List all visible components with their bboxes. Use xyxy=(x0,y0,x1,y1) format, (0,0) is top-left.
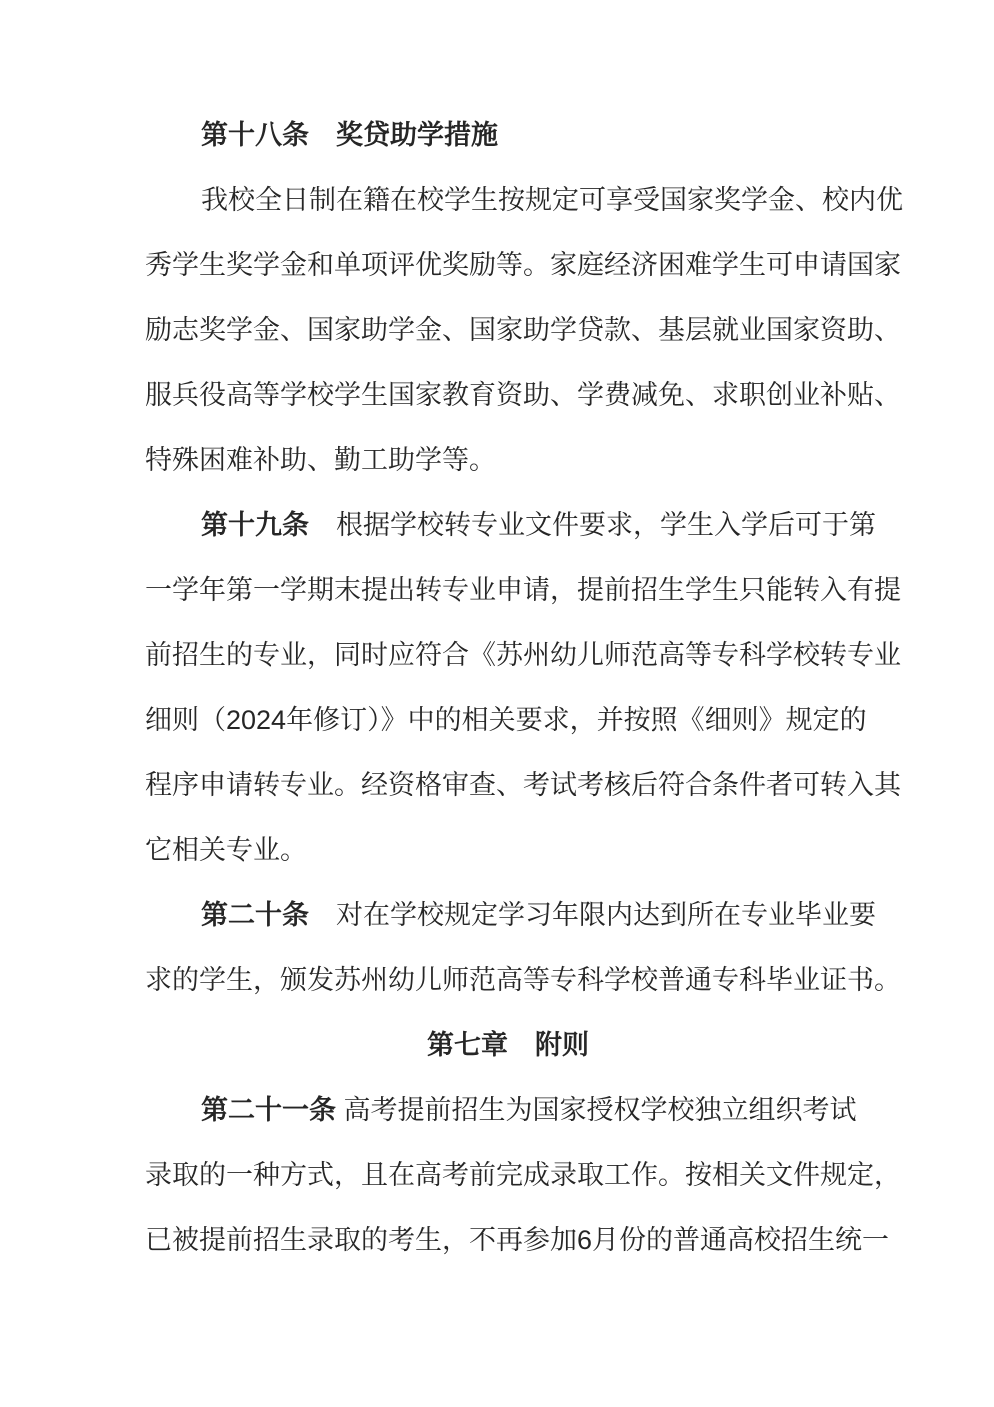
body-text: 我校全日制在籍在校学生按规定可享受国家奖学金、校内优 xyxy=(201,185,903,215)
body-text: 它相关专业。 xyxy=(145,835,307,865)
text-line xyxy=(145,233,901,298)
text-line xyxy=(145,428,871,493)
text-line xyxy=(145,818,871,883)
article-heading-text: 第七章 附则 xyxy=(427,1030,589,1060)
chapter-heading xyxy=(145,1013,871,1078)
body-text: 录取的一种方式，且在高考前完成录取工作。按相关文件规定， xyxy=(145,1160,901,1190)
body-text: 前招生的专业，同时应符合《苏州幼儿师范高等专科学校转专业 xyxy=(145,640,901,670)
article-heading-text: 第二十条 xyxy=(201,900,309,930)
text-line xyxy=(145,1208,890,1273)
text-line xyxy=(145,363,901,428)
text-line xyxy=(145,558,901,623)
body-text: 求的学生，颁发苏州幼儿师范高等专科学校普通专科毕业证书。 xyxy=(145,965,901,995)
body-text: 细则（2024年修订）》中的相关要求，并按照《细则》规定的 xyxy=(145,705,867,735)
body-text: 程序申请转专业。经资格审查、考试考核后符合条件者可转入其 xyxy=(145,770,901,800)
body-text: 秀学生奖学金和单项评优奖励等。家庭经济困难学生可申请国家 xyxy=(145,250,901,280)
text-line xyxy=(145,688,871,753)
article-heading-text: 第二十一条 xyxy=(201,1095,336,1125)
body-text: 对在学校规定学习年限内达到所在专业毕业要 xyxy=(309,900,876,930)
article-heading-text: 第十九条 xyxy=(201,510,309,540)
body-text: 特殊困难补助、勤工助学等。 xyxy=(145,445,496,475)
text-line xyxy=(145,948,901,1013)
text-line xyxy=(145,623,901,688)
text-line xyxy=(145,753,901,818)
text-line xyxy=(145,883,876,948)
body-text: 励志奖学金、国家助学金、国家助学贷款、基层就业国家资助、 xyxy=(145,315,901,345)
body-text: 服兵役高等学校学生国家教育资助、学费减免、求职创业补贴、 xyxy=(145,380,901,410)
text-line xyxy=(145,103,871,168)
text-line xyxy=(145,1078,871,1143)
body-text: 已被提前招生录取的考生，不再参加6月份的普通高校招生统一 xyxy=(145,1225,890,1255)
text-line xyxy=(145,168,903,233)
body-text: 高考提前招生为国家授权学校独立组织考试 xyxy=(336,1095,857,1125)
document-text xyxy=(145,103,903,1273)
article-heading-text: 第十八条 奖贷助学措施 xyxy=(201,120,498,150)
text-line xyxy=(145,298,901,363)
body-text: 根据学校转专业文件要求，学生入学后可于第 xyxy=(309,510,876,540)
text-line xyxy=(145,1143,901,1208)
body-text: 一学年第一学期末提出转专业申请，提前招生学生只能转入有提 xyxy=(145,575,901,605)
text-line xyxy=(145,493,876,558)
